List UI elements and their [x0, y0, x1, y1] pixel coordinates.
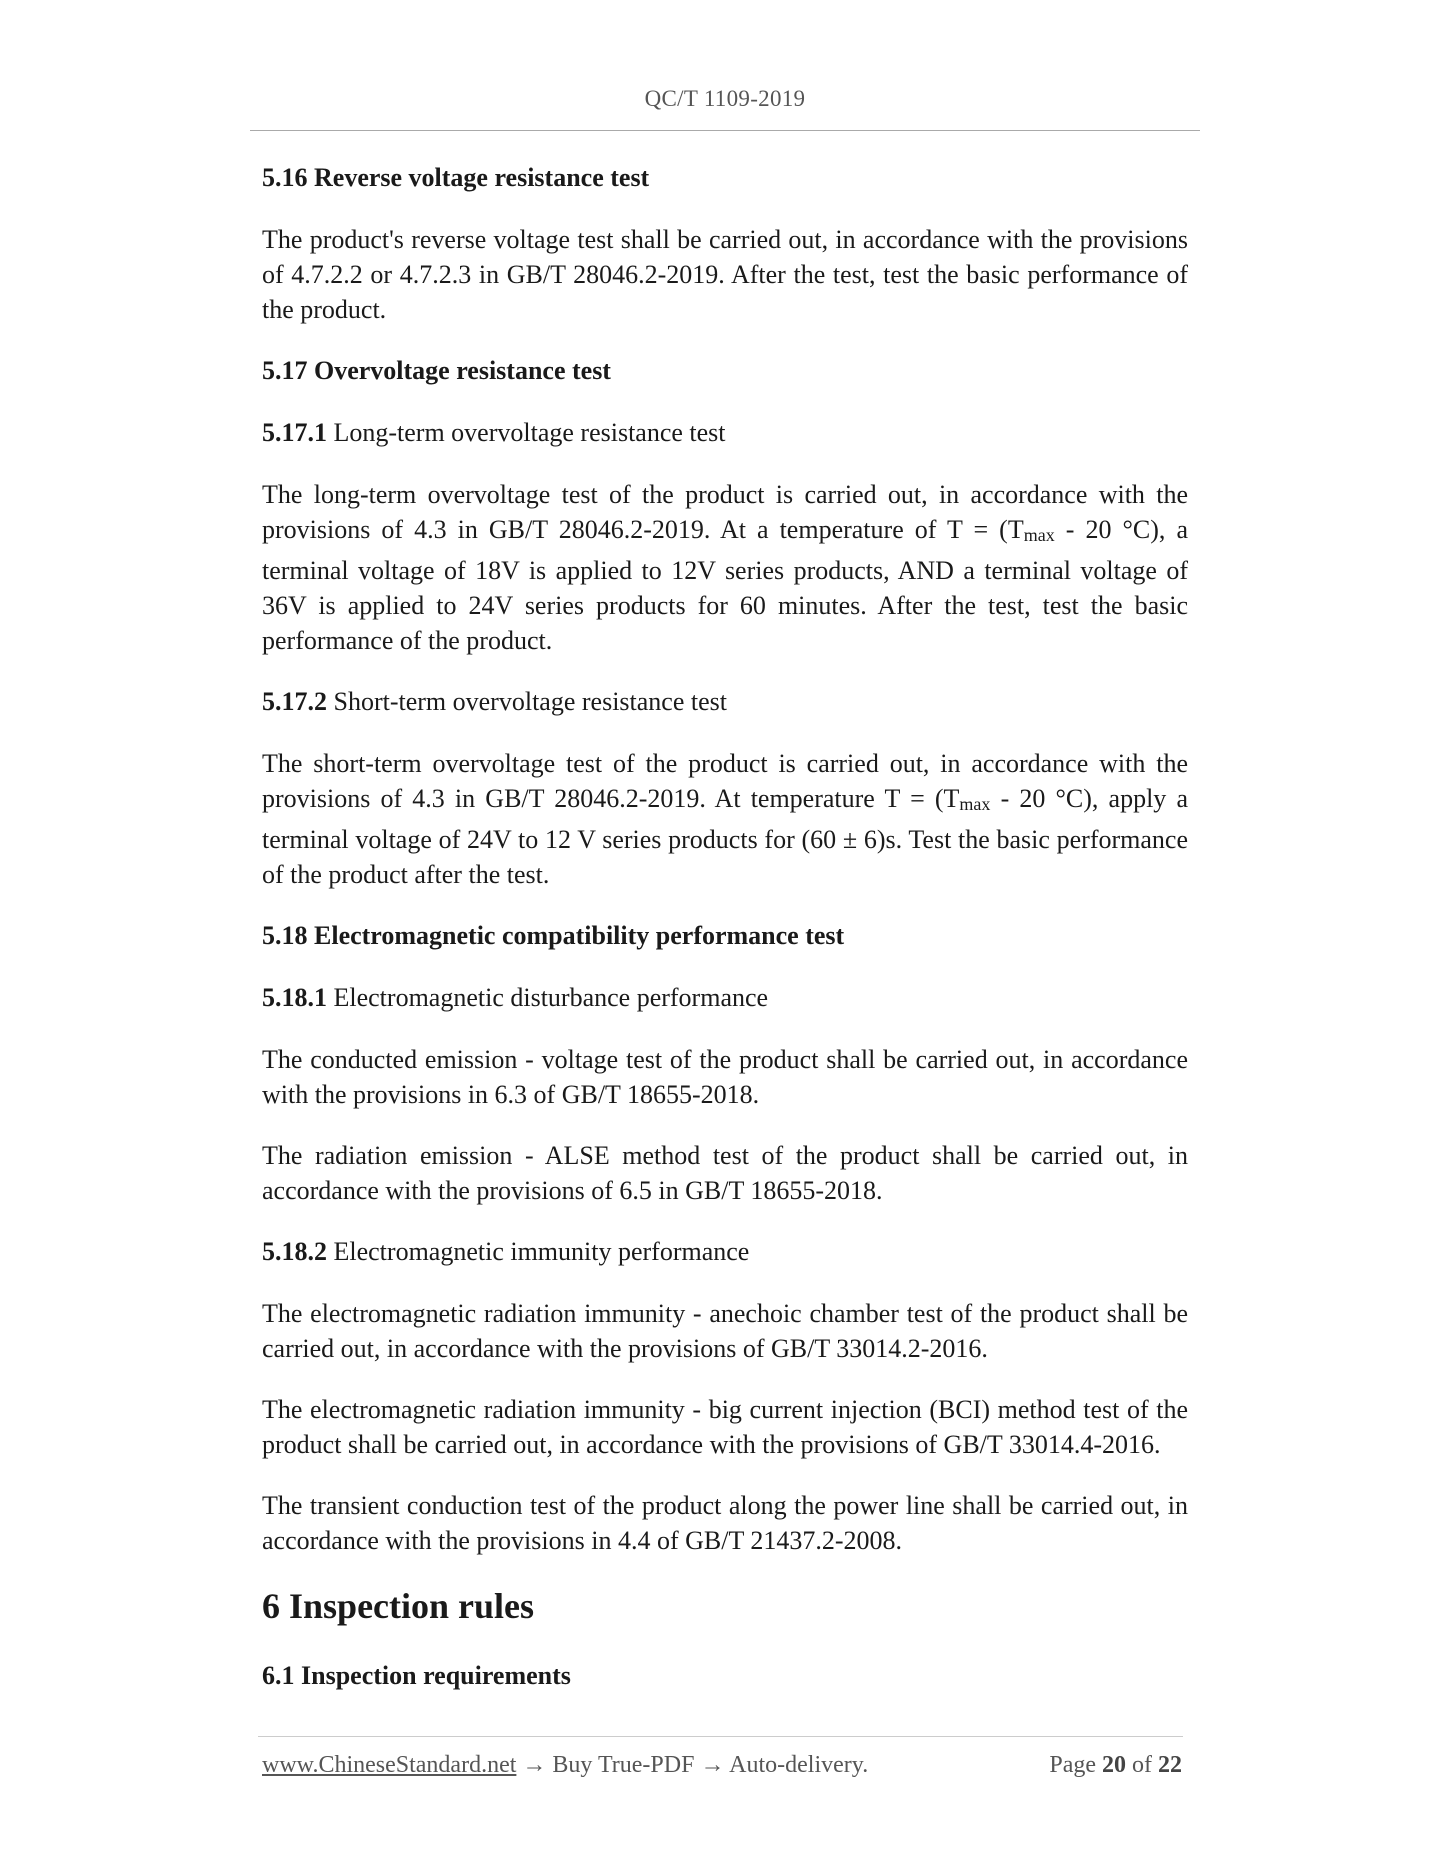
section-5-16-text: The product's reverse voltage test shall be carried out, in accordance with the provisions of 4.7.2.2 or 4.7.2.3 in GB/T 28046.2-2019. After the test, test the basic performance of the product.: [262, 225, 1188, 324]
arrow-right-icon: →: [694, 1752, 730, 1778]
section-5-17-1-title: Long-term overvoltage resistance test: [333, 418, 726, 447]
section-5-18-2-number: 5.18.2: [262, 1237, 327, 1266]
footer-divider: [258, 1736, 1183, 1737]
section-5-17-1-text-a: The long-term overvoltage test of the product is carried out, in accordance with the provisions of 4.3 in GB/T 28046.2-2019. At a temperature of T = (T: [262, 480, 1188, 544]
section-5-18-1-paragraph-2: The radiation emission - ALSE method test of the product shall be carried out, in accordance with the provisions of 6.5 in GB/T 18655-2018.: [262, 1141, 1188, 1205]
buy-true-pdf-text: Buy True-PDF: [552, 1752, 695, 1778]
section-5-17-2-text: [262, 746, 1188, 892]
section-5-18-2-paragraph-2: The electromagnetic radiation immunity - big current injection (BCI) method test of the product shall be carried out, in accordance with the provisions of GB/T 33014.4-2016.: [262, 1395, 1188, 1459]
document-body: [262, 160, 1188, 1720]
website-link[interactable]: www.ChineseStandard.net: [262, 1752, 517, 1778]
section-5-18-2-heading: [262, 1234, 1188, 1270]
page-footer: [262, 1752, 1182, 1788]
t-max-subscript: max: [959, 794, 991, 814]
section-5-17-2-text-a: The short-term overvoltage test of the product is carried out, in accordance with the provisions of 4.3 in GB/T 28046.2-2019. At temperature T = (T: [262, 749, 1188, 813]
section-5-18-heading: 5.18 Electromagnetic compatibility performance test: [262, 921, 845, 950]
section-5-18-1-paragraph-1: The conducted emission - voltage test of the product shall be carried out, in accordance with the provisions in 6.3 of GB/T 18655-2018.: [262, 1045, 1188, 1109]
arrow-right-icon: →: [516, 1752, 553, 1778]
section-5-17-2-number: 5.17.2: [262, 687, 327, 716]
page-header: QC/T 1109-2019: [644, 86, 806, 111]
section-5-17-1-text: [262, 477, 1188, 658]
auto-delivery-text: Auto-delivery.: [729, 1752, 869, 1778]
of-label: of: [1132, 1752, 1152, 1778]
section-5-17-2-heading: [262, 684, 1188, 720]
section-5-18-1-heading: [262, 980, 1188, 1016]
section-5-16-heading: 5.16 Reverse voltage resistance test: [262, 163, 650, 192]
section-5-17-1-heading: [262, 415, 1188, 451]
section-5-17-2-text-b: - 20 °C), apply a terminal voltage of 24V to 12 V series products for (60 ± 6)s. Test the basic performance of the product after the test.: [262, 784, 1188, 889]
section-5-17-1-number: 5.17.1: [262, 418, 327, 447]
footer-promo: [262, 1752, 868, 1779]
total-pages: 22: [1158, 1752, 1182, 1778]
chapter-6-heading: 6 Inspection rules: [262, 1586, 535, 1626]
current-page: 20: [1102, 1752, 1126, 1778]
section-5-18-2-paragraph-1: The electromagnetic radiation immunity - anechoic chamber test of the product shall be carried out, in accordance with the provisions of GB/T 33014.2-2016.: [262, 1299, 1188, 1363]
section-5-18-2-title: Electromagnetic immunity performance: [333, 1237, 750, 1266]
page-label: Page: [1049, 1752, 1096, 1778]
section-5-18-2-paragraph-3: The transient conduction test of the product along the power line shall be carried out, in accordance with the provisions in 4.4 of GB/T 21437.2-2008.: [262, 1491, 1188, 1555]
section-5-17-1-text-b: - 20 °C), a terminal voltage of 18V is applied to 12V series products, AND a terminal voltage of 36V is applied to 24V series products for 60 minutes. After the test, test the basic performance of the product.: [262, 515, 1188, 655]
t-max-subscript: max: [1023, 525, 1055, 545]
section-5-17-2-title: Short-term overvoltage resistance test: [333, 687, 727, 716]
page-number: [1049, 1752, 1182, 1779]
section-5-18-1-title: Electromagnetic disturbance performance: [333, 983, 769, 1012]
section-5-17-heading: 5.17 Overvoltage resistance test: [262, 356, 611, 385]
section-6-1-heading: 6.1 Inspection requirements: [262, 1661, 571, 1690]
header-divider: [250, 130, 1200, 131]
section-5-18-1-number: 5.18.1: [262, 983, 327, 1012]
